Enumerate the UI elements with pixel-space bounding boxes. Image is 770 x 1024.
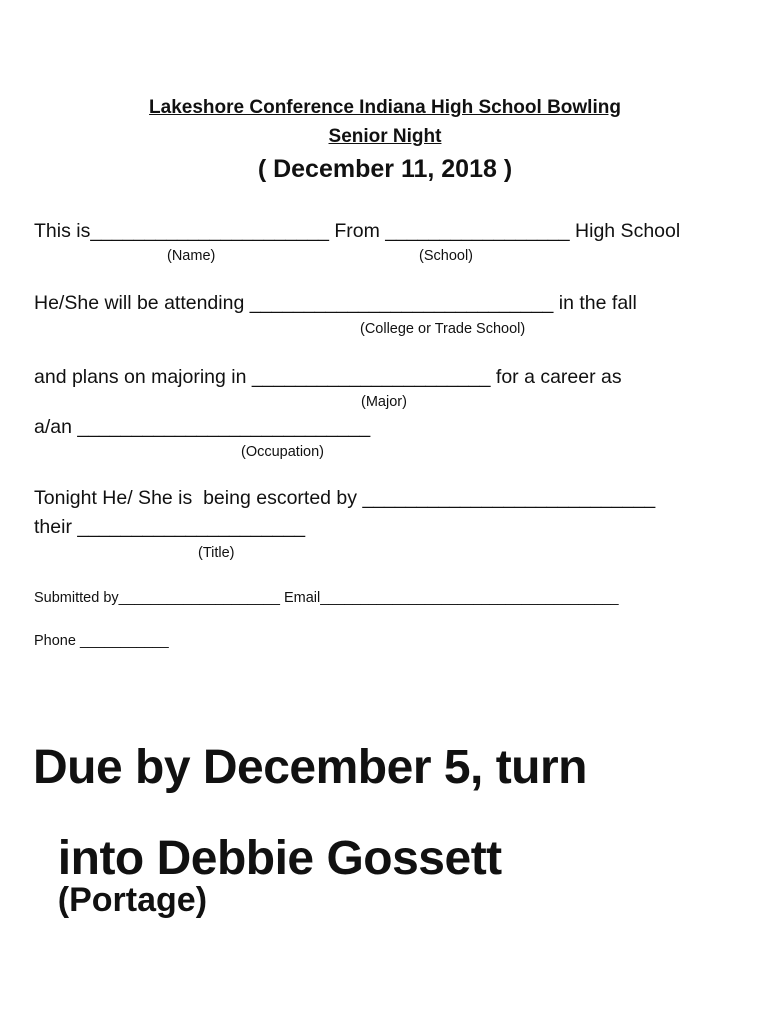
occupation-line: a/an ___________________________ bbox=[34, 416, 371, 438]
due-notice-line1: Due by December 5, turn bbox=[33, 741, 587, 794]
due-notice-line2 bbox=[40, 819, 502, 933]
major-line: and plans on majoring in ______________________ for a career as bbox=[34, 366, 622, 388]
phone-line: Phone ___________ bbox=[34, 633, 169, 649]
escort-line: Tonight He/ She is being escorted by ___________________________ bbox=[34, 487, 656, 509]
name-school-line: This is______________________ From _________________ High School bbox=[34, 220, 681, 242]
major-hint: (Major) bbox=[361, 394, 407, 410]
college-hint: (College or Trade School) bbox=[360, 321, 526, 337]
occupation-hint: (Occupation) bbox=[241, 444, 325, 460]
form-subtitle: Senior Night bbox=[328, 126, 442, 147]
due-location: (Portage) bbox=[57, 881, 208, 919]
title-hint: (Title) bbox=[198, 545, 235, 561]
title-line: their _____________________ bbox=[34, 516, 306, 538]
form-title: Lakeshore Conference Indiana High School Bowling bbox=[149, 97, 621, 118]
school-hint: (School) bbox=[419, 248, 473, 264]
submitted-email-line: Submitted by____________________ Email_____________________________________ bbox=[34, 590, 619, 606]
event-date: ( December 11, 2018 ) bbox=[257, 155, 513, 183]
attending-line: He/She will be attending ____________________________ in the fall bbox=[34, 292, 637, 314]
due-contact: into Debbie Gossett bbox=[57, 832, 502, 885]
name-hint: (Name) bbox=[167, 248, 216, 264]
